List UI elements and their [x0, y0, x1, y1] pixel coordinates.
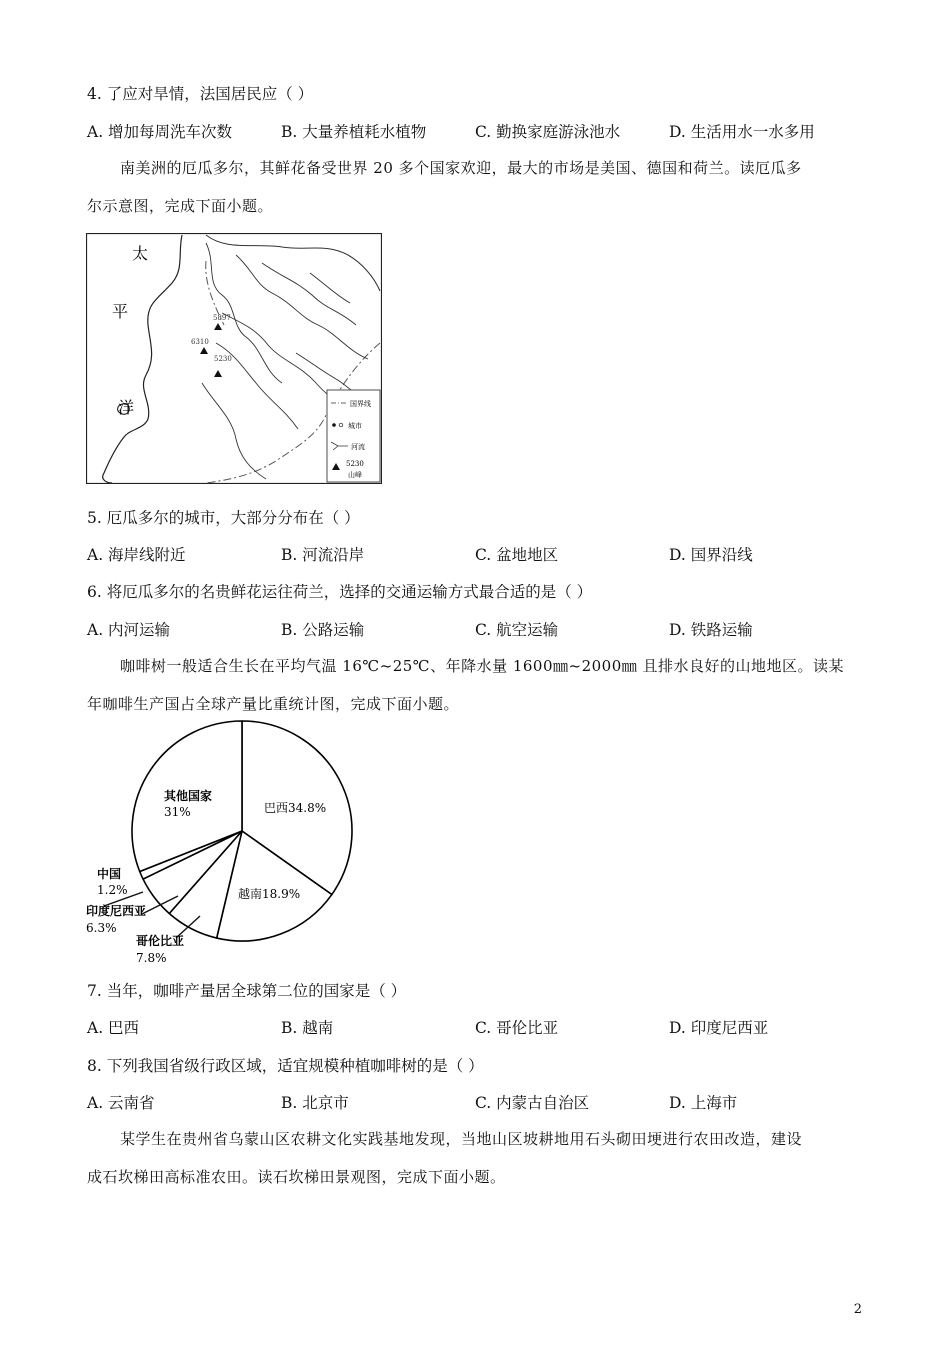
ocean-char-tai: 太: [132, 244, 149, 263]
q4-stem: 4. 了应对旱情，法国居民应（ ）: [87, 85, 314, 103]
legend-city-label: 城市: [348, 422, 362, 430]
legend-border-label: 国界线: [350, 400, 371, 408]
ocean-char-yang: 洋: [118, 398, 135, 417]
peak-label-5897: 5897: [213, 314, 231, 322]
q4-option-c: C. 勤换家庭游泳池水: [475, 123, 621, 141]
q7-stem: 7. 当年，咖啡产量居全球第二位的国家是（ ）: [87, 982, 407, 1000]
pie-label-indonesia-value: 6.3%: [86, 921, 117, 935]
q5-option-a: A. 海岸线附近: [87, 546, 186, 564]
pie-label-vietnam: 越南18.9%: [238, 887, 301, 901]
q4-option-d: D. 生活用水一水多用: [669, 123, 815, 141]
q6-stem: 6. 将厄瓜多尔的名贵鲜花运往荷兰，选择的交通运输方式最合适的是（ ）: [87, 583, 593, 601]
q4-option-b: B. 大量养植耗水植物: [281, 123, 427, 141]
q4-option-a: A. 增加每周洗车次数: [87, 123, 233, 141]
q8-option-c: C. 内蒙古自治区: [475, 1094, 590, 1112]
q7-option-d: D. 印度尼西亚: [669, 1019, 769, 1037]
pie-label-colombia-value: 7.8%: [136, 951, 167, 965]
q6-option-a: A. 内河运输: [87, 621, 171, 639]
q5-option-c: C. 盆地地区: [475, 546, 559, 564]
map-legend: [327, 390, 380, 482]
q5-option-b: B. 河流沿岸: [281, 546, 365, 564]
terrace-intro-line2: 成石坎梯田高标准农田。读石坎梯田景观图，完成下面小题。: [87, 1168, 506, 1186]
pie-label-brazil: 巴西34.8%: [264, 801, 327, 815]
q8-option-b: B. 北京市: [281, 1094, 349, 1112]
pie-label-indonesia-name: 印度尼西亚: [86, 904, 147, 918]
terrace-intro-line1: 某学生在贵州省乌蒙山区农耕文化实践基地发现，当地山区坡耕地用石头砌田埂进行农田改造，建设: [120, 1130, 803, 1148]
pie-label-china-value: 1.2%: [97, 883, 128, 897]
q8-stem: 8. 下列我国省级行政区域，适宜规模种植咖啡树的是（ ）: [87, 1057, 484, 1075]
coffee-intro-line1: 咖啡树一般适合生长在平均气温 16℃~25℃、年降水量 1600㎜~2000㎜ 且排水良好的山地地区。读某: [120, 657, 845, 675]
peak-label-5230: 5230: [214, 355, 232, 363]
pie-label-colombia-name: 哥伦比亚: [136, 934, 185, 948]
q5-stem: 5. 厄瓜多尔的城市，大部分分布在（ ）: [87, 509, 360, 527]
q6-option-c: C. 航空运输: [475, 621, 559, 639]
coffee-pie-chart: [80, 718, 380, 970]
pie-label-china-name: 中国: [97, 867, 122, 881]
q6-option-d: D. 铁路运输: [669, 621, 753, 639]
ecuador-intro-line1: 南美洲的厄瓜多尔，其鲜花备受世界 20 多个国家欢迎，最大的市场是美国、德国和荷兰。读厄瓜多: [120, 159, 802, 177]
q6-option-b: B. 公路运输: [281, 621, 365, 639]
q8-option-a: A. 云南省: [87, 1094, 155, 1112]
page-number: 2: [853, 1302, 862, 1317]
peak-label-6310: 6310: [191, 338, 209, 346]
q7-option-a: A. 巴西: [87, 1019, 140, 1037]
ocean-char-ping: 平: [112, 302, 129, 321]
ecuador-map: [86, 233, 382, 484]
pie-label-others-name: 其他国家: [164, 789, 213, 803]
pie-label-others-value: 31%: [164, 805, 191, 819]
q5-option-d: D. 国界沿线: [669, 546, 753, 564]
legend-river-label: 河流: [351, 443, 365, 451]
legend-peak-value: 5230: [346, 460, 364, 468]
q7-option-c: C. 哥伦比亚: [475, 1019, 559, 1037]
q8-option-d: D. 上海市: [669, 1094, 738, 1112]
ecuador-intro-line2: 尔示意图，完成下面小题。: [87, 197, 274, 215]
q7-option-b: B. 越南: [281, 1019, 334, 1037]
coffee-intro-line2: 年咖啡生产国占全球产量比重统计图，完成下面小题。: [87, 695, 460, 713]
legend-peak-label: 山峰: [348, 471, 362, 479]
legend-city-dot-icon: [332, 423, 336, 427]
